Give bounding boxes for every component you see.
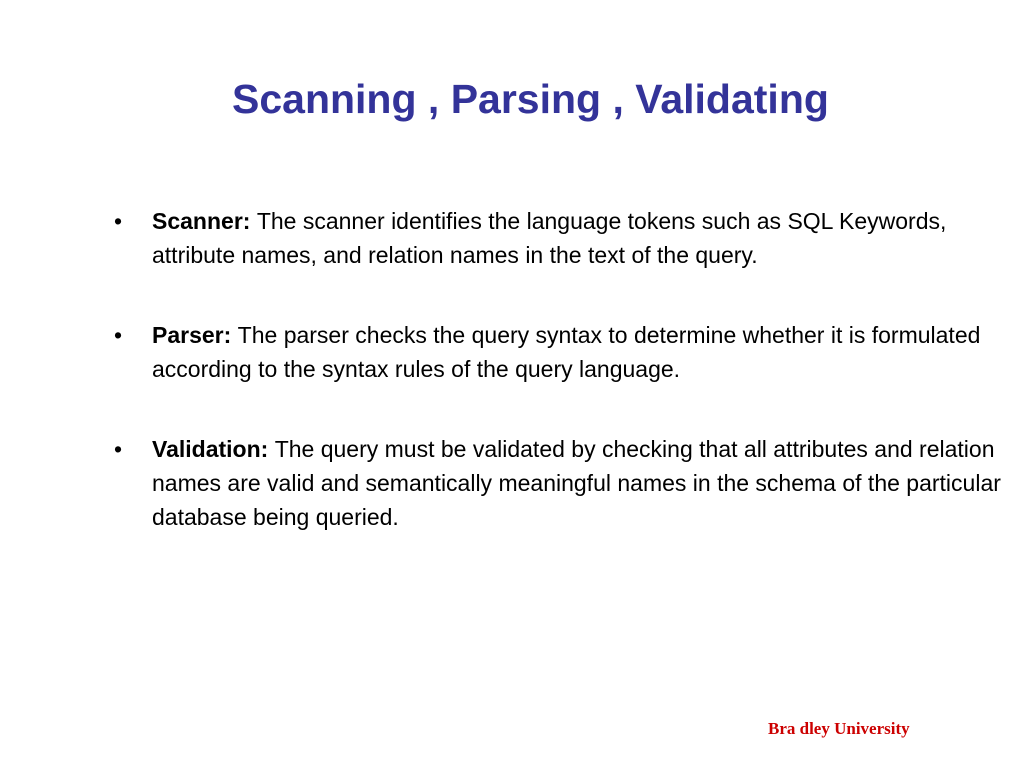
university-logo-text: Bra dley University xyxy=(768,719,910,738)
bullet-term: Scanner: xyxy=(152,208,257,234)
bullet-point-icon: • xyxy=(114,436,123,462)
bullet-term: Parser: xyxy=(152,322,238,348)
bullet-item-scanner xyxy=(110,204,1010,272)
bullet-text: The parser checks the query syntax to determine whether it is formulated according to the syntax rules of the query language. xyxy=(152,322,981,382)
slide-title: Scanning , Parsing , Validating xyxy=(232,76,829,122)
bullet-item-validation xyxy=(110,432,1010,534)
bullet-text: The scanner identifies the language tokens such as SQL Keywords, attribute names, and relation names in the text of the query. xyxy=(152,208,947,268)
bullet-point-icon: • xyxy=(114,322,123,348)
bullet-list xyxy=(110,204,1010,534)
bullet-term: Validation: xyxy=(152,436,275,462)
bullet-point-icon: • xyxy=(114,208,123,234)
bullet-text: The query must be validated by checking that all attributes and relation names are valid and semantically meaningful names in the schema of the particular database being queried. xyxy=(152,436,1001,530)
bullet-item-parser xyxy=(110,318,1010,386)
